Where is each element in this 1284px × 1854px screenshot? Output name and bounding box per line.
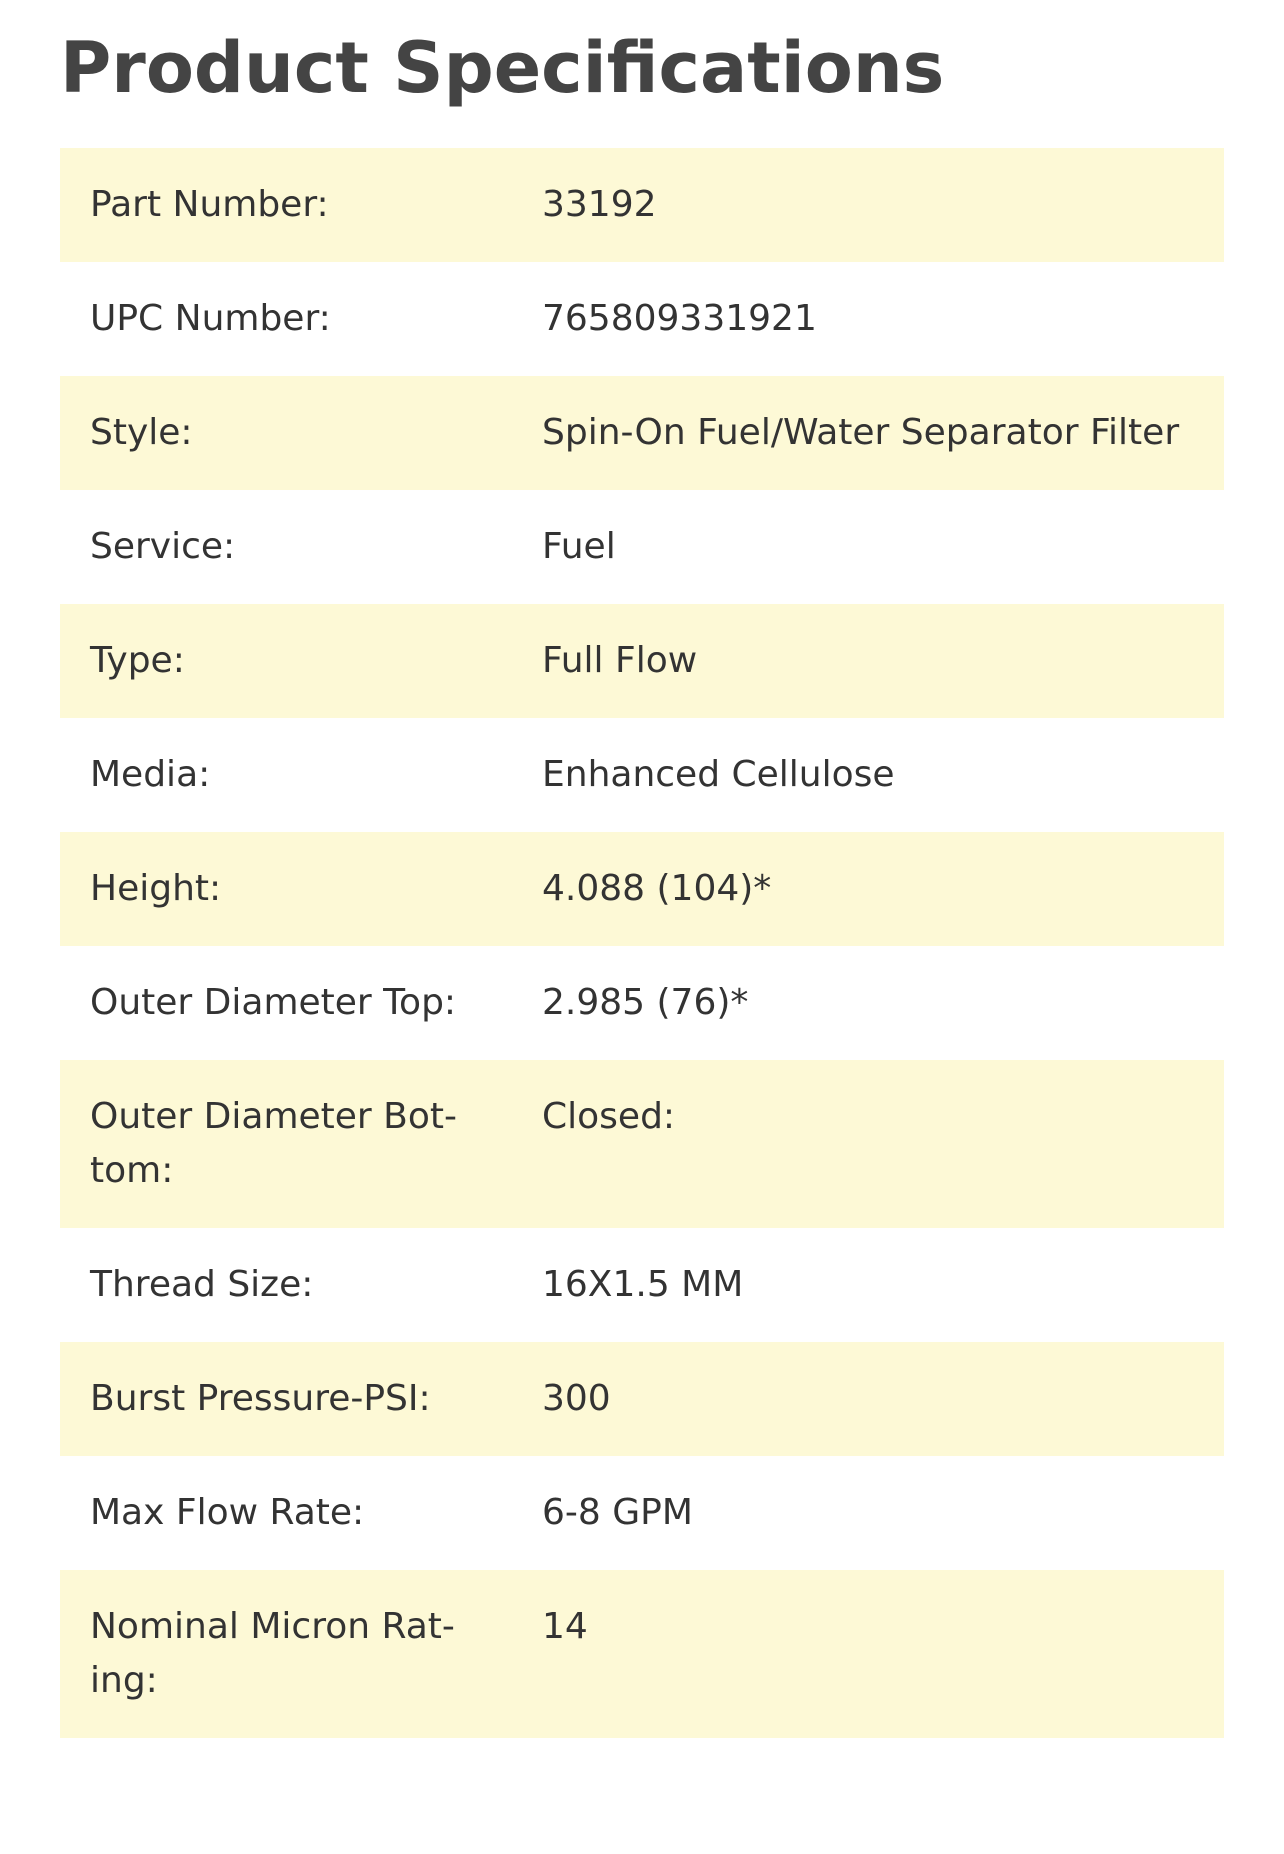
spec-row [60, 1456, 1224, 1570]
spec-label: Nominal Micron Rat- ing: [90, 1606, 455, 1701]
spec-row [60, 376, 1224, 490]
spec-label: Burst Pressure-PSI: [90, 1378, 431, 1419]
spec-row [60, 946, 1224, 1060]
spec-label: Media: [90, 754, 211, 795]
spec-row [60, 1570, 1224, 1738]
spec-value: 300 [542, 1378, 611, 1419]
spec-label: Height: [90, 868, 222, 909]
spec-value: 33192 [542, 184, 657, 225]
spec-value: Closed: [542, 1096, 676, 1137]
spec-label: Service: [90, 526, 236, 567]
spec-value: Full Flow [542, 640, 698, 681]
spec-label: Part Number: [90, 184, 329, 225]
spec-row [60, 604, 1224, 718]
spec-value: Fuel [542, 526, 616, 567]
spec-label: UPC Number: [90, 298, 331, 339]
page-title: Product Specifications [60, 27, 945, 109]
spec-value: 765809331921 [542, 298, 817, 339]
spec-value: 16X1.5 MM [542, 1264, 744, 1305]
spec-row [60, 1342, 1224, 1456]
spec-row [60, 718, 1224, 832]
spec-row [60, 832, 1224, 946]
spec-row [60, 148, 1224, 262]
spec-value: 4.088 (104)* [542, 868, 772, 909]
spec-value: Enhanced Cellulose [542, 754, 895, 795]
spec-table [60, 148, 1224, 1738]
spec-row [60, 1228, 1224, 1342]
spec-value: Spin-On Fuel/Water Separator Filter [542, 412, 1180, 453]
spec-row [60, 1060, 1224, 1228]
spec-row [60, 490, 1224, 604]
spec-label: Thread Size: [90, 1264, 314, 1305]
spec-value: 2.985 (76)* [542, 982, 749, 1023]
spec-label: Style: [90, 412, 193, 453]
spec-label: Type: [90, 640, 185, 681]
spec-value: 6-8 GPM [542, 1492, 693, 1533]
spec-value: 14 [542, 1606, 588, 1647]
spec-label: Outer Diameter Bot- tom: [90, 1096, 457, 1191]
spec-row [60, 262, 1224, 376]
spec-label: Max Flow Rate: [90, 1492, 365, 1533]
spec-label: Outer Diameter Top: [90, 982, 457, 1023]
